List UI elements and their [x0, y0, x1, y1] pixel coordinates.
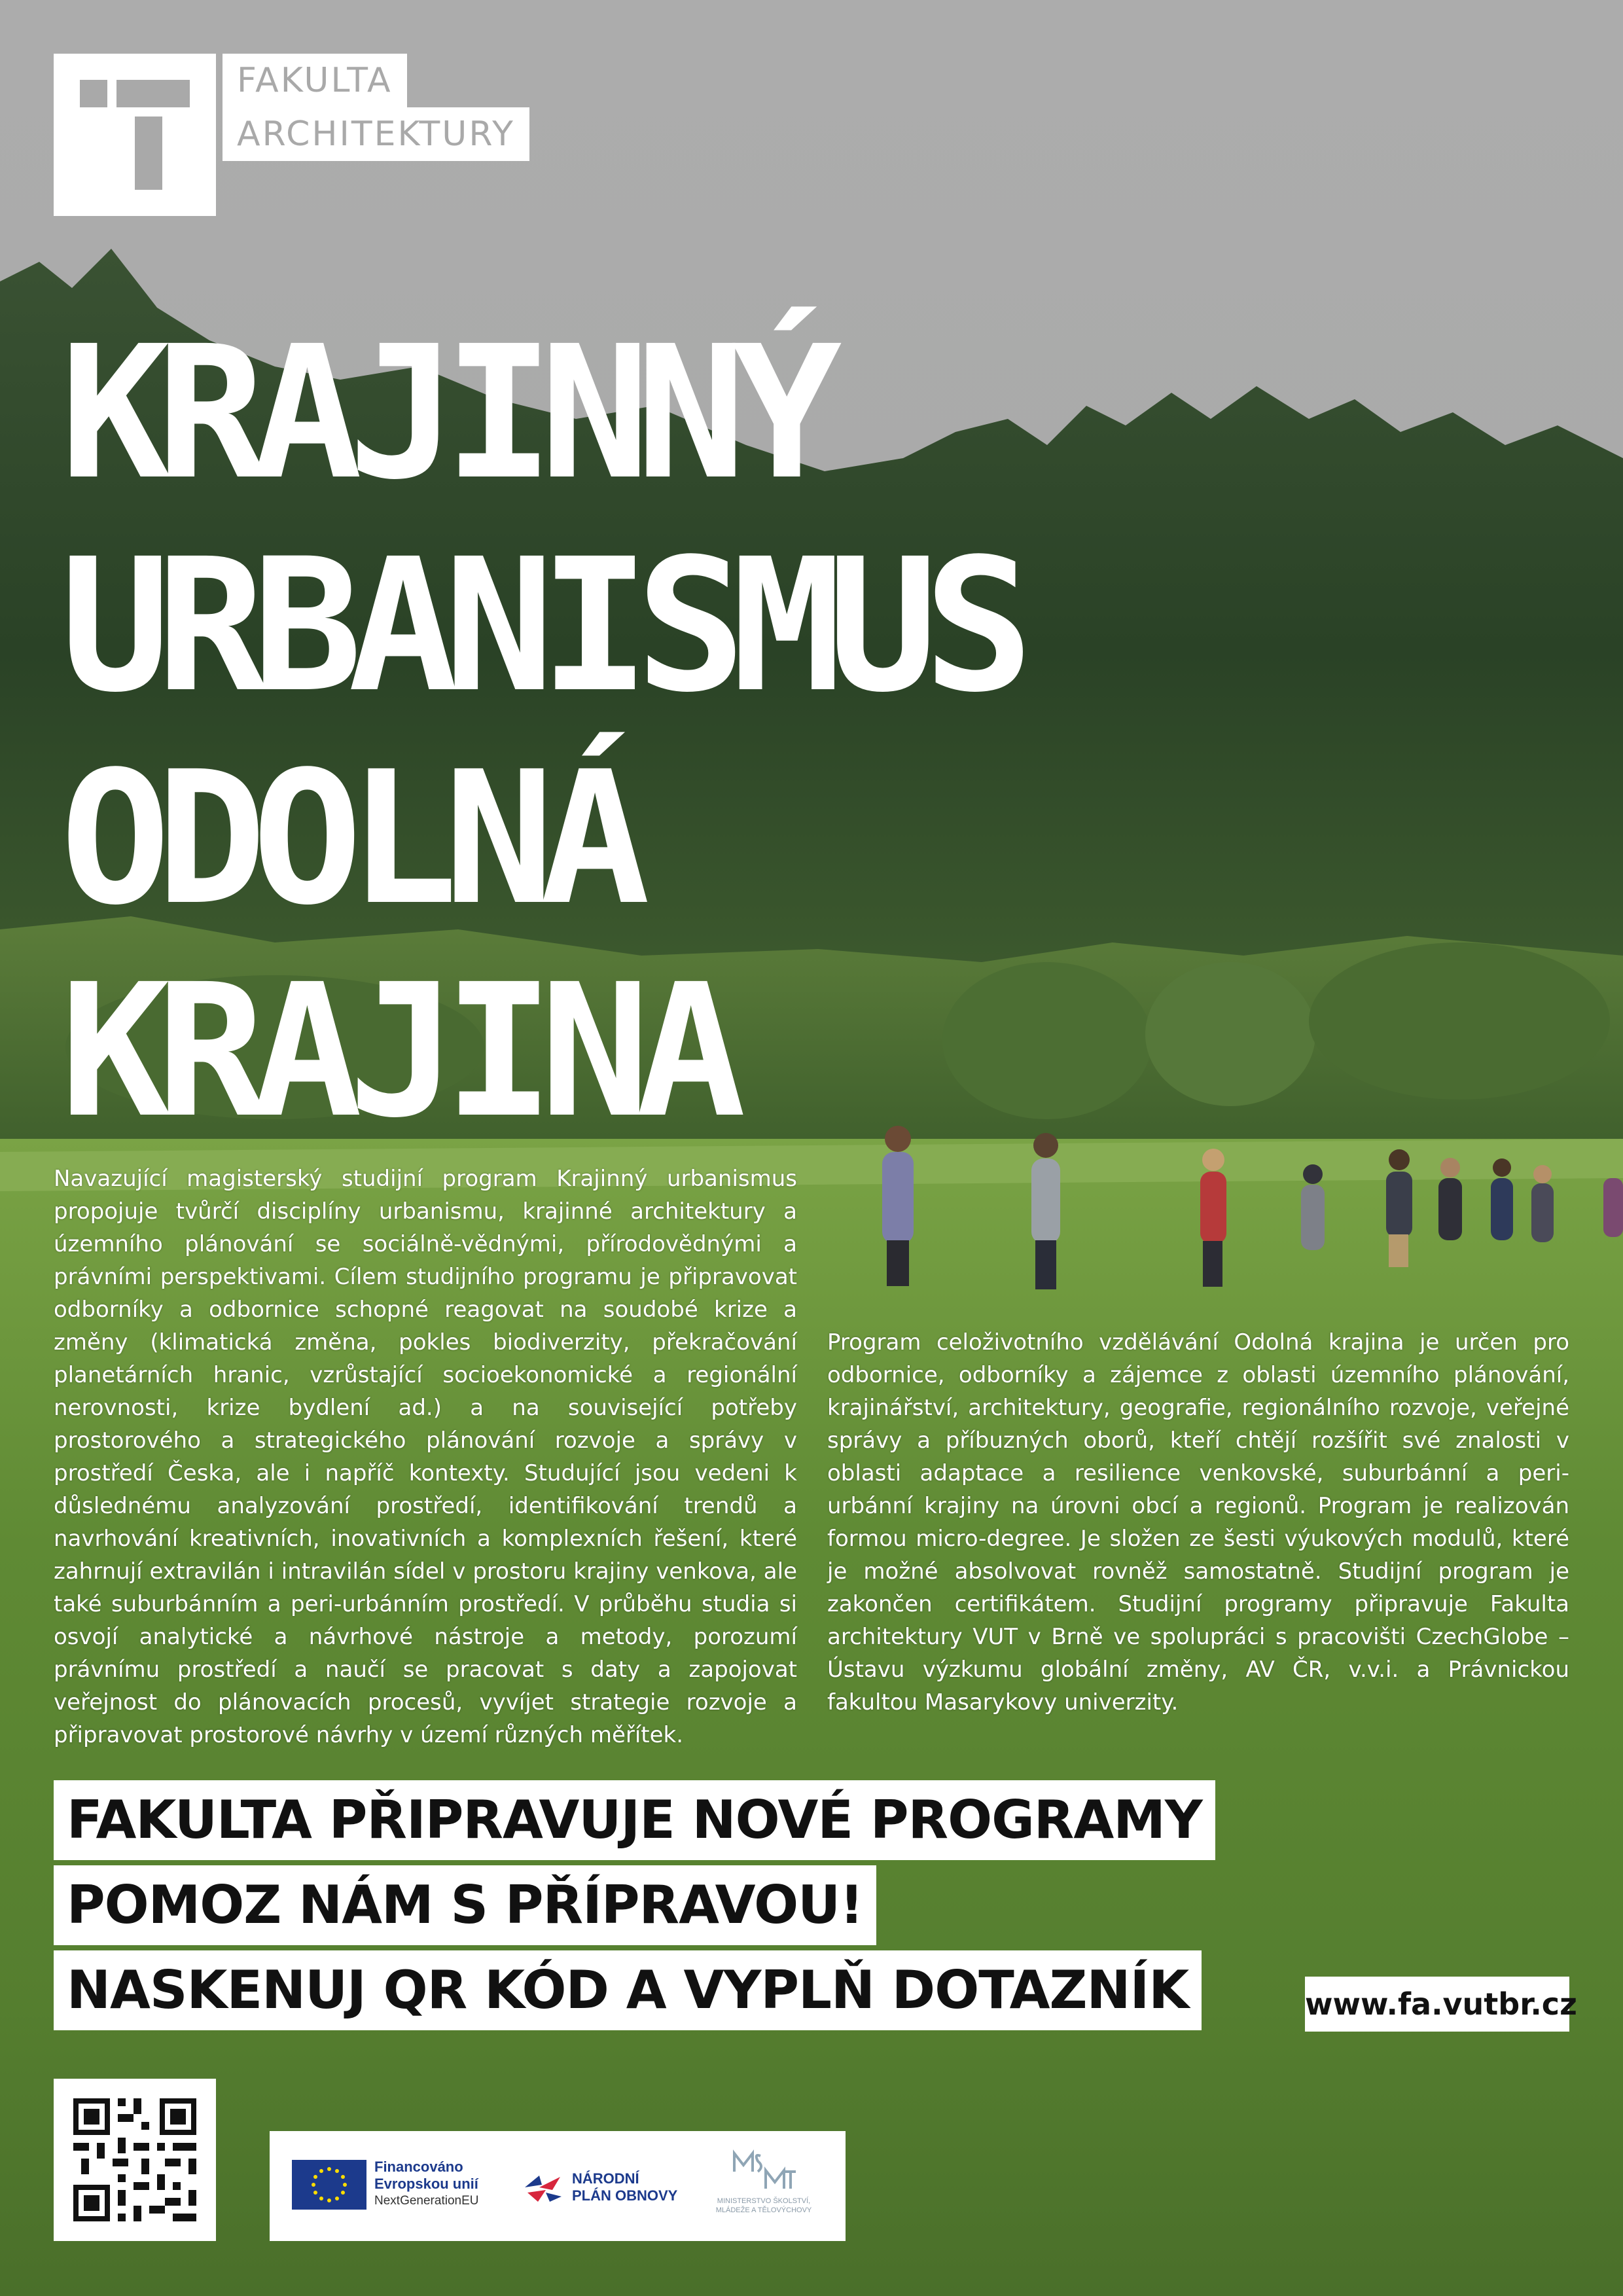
msmt-line-2: MLÁDEŽE A TĚLOVÝCHOVY — [715, 2206, 812, 2214]
eu-line-1: Financováno — [374, 2159, 463, 2175]
npo-logo-icon — [520, 2170, 565, 2204]
title-line-3: ODOLNÁ — [60, 732, 636, 946]
msmt-text — [702, 2197, 826, 2215]
eu-funding-text — [374, 2159, 478, 2210]
website-link[interactable]: www.fa.vutbr.cz — [1305, 1977, 1569, 2032]
program-description-urbanism: Navazující magisterský studijní program Krajinný urbanismus propojuje tvůrčí disciplíny urbanismu, krajinné architektury a územního plánování se sociálně-vědnými, přírodovědnými a právními perspektivami. Cílem studijního programu je připravovat odborníky a odbornice schopné reagovat na soudobé krize a změny (klimatická změna, pokles biodiverzity, překračování planetárních hranic, vzrůstající socioekonomické a regionální nerovnosti, krize bydlení ad.) a na související potřeby prostorového a strategického plánování rozvoje a správy v prostředí Česka, ale i napříč kontexty. Studující jsou vedeni k důslednému analyzování prostředí, identifikování trendů a navrhování kreativních, inovativních a komplexních řešení, které zahrnují extravilán i intravilán sídel v prostoru krajiny venkova, ale také suburbánním a peri-urbánním prostředí. V průběhu studia si osvojí analytické a návrhové nástroje a metody, porozumí právnímu prostředí a naučí se pracovat s daty a zapojovat veřejnost do plánovacích procesů, vyvíjet strategie rozvoje a připravovat prostorové návrhy v území různých měřítek. — [54, 1166, 797, 1748]
msmt-logo-icon — [728, 2149, 800, 2191]
faculty-logo-text — [223, 54, 596, 161]
npo-line-2: PLÁN OBNOVY — [572, 2187, 678, 2204]
qr-code-icon — [54, 2079, 216, 2241]
title-line-4: KRAJINA — [60, 945, 732, 1158]
eu-line-3: NextGenerationEU — [374, 2194, 479, 2208]
cta-line-3: NASKENUJ QR KÓD A VYPLŇ DOTAZNÍK — [54, 1950, 1202, 2030]
cta-line-2: POMOZ NÁM S PŘÍPRAVOU! — [54, 1865, 876, 1945]
logo-line-faculty: FAKULTA — [223, 54, 407, 107]
msmt-line-1: MINISTERSTVO ŠKOLSTVÍ, — [717, 2197, 811, 2205]
poster-title — [60, 308, 1020, 1158]
npo-text — [572, 2170, 677, 2204]
sponsor-logos — [270, 2131, 846, 2241]
cta-line-1: FAKULTA PŘIPRAVUJE NOVÉ PROGRAMY — [54, 1780, 1215, 1860]
logo-line-architecture: ARCHITEKTURY — [223, 107, 529, 161]
qr-code[interactable] — [54, 2079, 216, 2241]
title-line-1: KRAJINNÝ — [60, 307, 828, 520]
faculty-logo-mark — [54, 54, 216, 216]
eu-line-2: Evropskou unií — [374, 2176, 478, 2192]
npo-line-1: NÁRODNÍ — [572, 2170, 639, 2187]
title-line-2: URBANISMUS — [60, 520, 1020, 733]
t-letter-icon — [54, 54, 216, 216]
program-description-resilient-landscape: Program celoživotního vzdělávání Odolná krajina je určen pro odbornice, odborníky a zájemce z oblasti územního plánování, krajinářství, architektury, geografie, regionálního rozvoje, veřejné správy a příbuzných oborů, kteří chtějí rozšířit své znalosti v oblasti adaptace a resilience venkovské, suburbánní a peri-urbánní krajiny na úrovni obcí a regionů. Program je realizován formou micro-degree. Je složen ze šesti výukových modulů, které je možné absolvovat rovněž samostatně. Studijní program je zakončen certifikátem. Studijní programy připravuje Fakulta architektury VUT v Brně ve spolupráci s pracovišti CzechGlobe – Ústavu výzkumu globální změny, AV ČR, v.v.i. a Právnickou fakultou Masarykovy univerzity. — [827, 1329, 1569, 1715]
eu-flag-icon — [292, 2160, 366, 2210]
